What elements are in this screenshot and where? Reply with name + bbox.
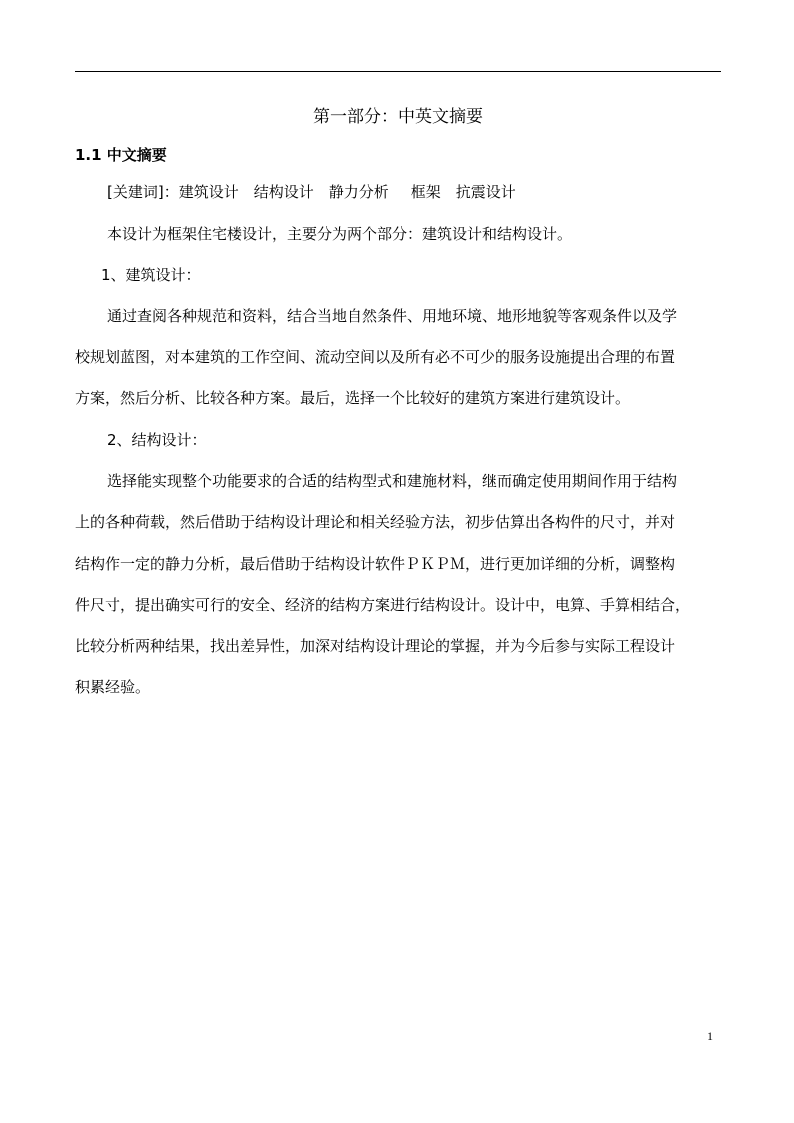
paragraph-line: 比较分析两种结果，找出差异性，加深对结构设计理论的掌握，并为今后参与实际工程设计 [75, 637, 676, 655]
part2-heading: 2、结构设计： [107, 431, 207, 449]
part1-heading: 1、建筑设计： [101, 266, 201, 284]
keyword-item: 建筑设计 [178, 183, 239, 201]
section-heading: 1.1 中文摘要 [75, 146, 167, 164]
paragraph-line: 结构作一定的静力分析，最后借助于结构设计软件ＰＫＰＭ，进行更加详细的分析，调整构 [75, 555, 676, 573]
paragraph-line: 校规划蓝图，对本建筑的工作空间、流动空间以及所有必不可少的服务设施提出合理的布置 [75, 348, 676, 366]
header-rule [75, 71, 721, 72]
paragraph-line: 方案，然后分析、比较各种方案。最后，选择一个比较好的建筑方案进行建筑设计。 [75, 389, 631, 407]
keyword-item: 框架 [410, 183, 441, 201]
paragraph-line: 件尺寸，提出确实可行的安全、经济的结构方案进行结构设计。设计中，电算、手算相结合， [75, 596, 691, 614]
paragraph-line: 通过查阅各种规范和资料，结合当地自然条件、用地环境、地形地貌等客观条件以及学 [107, 307, 678, 325]
document-title: 第一部分：中英文摘要 [313, 107, 483, 127]
paragraph-line: 选择能实现整个功能要求的合适的结构型式和建施材料，继而确定使用期间作用于结构 [107, 472, 678, 490]
keyword-item: 抗震设计 [455, 183, 516, 201]
keywords-line [107, 181, 516, 203]
paragraph-line: 积累经验。 [75, 678, 151, 696]
page-number: 1 [707, 1029, 713, 1043]
intro-paragraph: 本设计为框架住宅楼设计，主要分为两个部分：建筑设计和结构设计。 [107, 225, 573, 243]
keyword-item: 静力分析 [328, 183, 389, 201]
keyword-item: 结构设计 [253, 183, 314, 201]
keywords-label: [关建词]： [107, 183, 179, 201]
paragraph-line: 上的各种荷载，然后借助于结构设计理论和相关经验方法，初步估算出各构件的尺寸，并对 [75, 513, 676, 531]
